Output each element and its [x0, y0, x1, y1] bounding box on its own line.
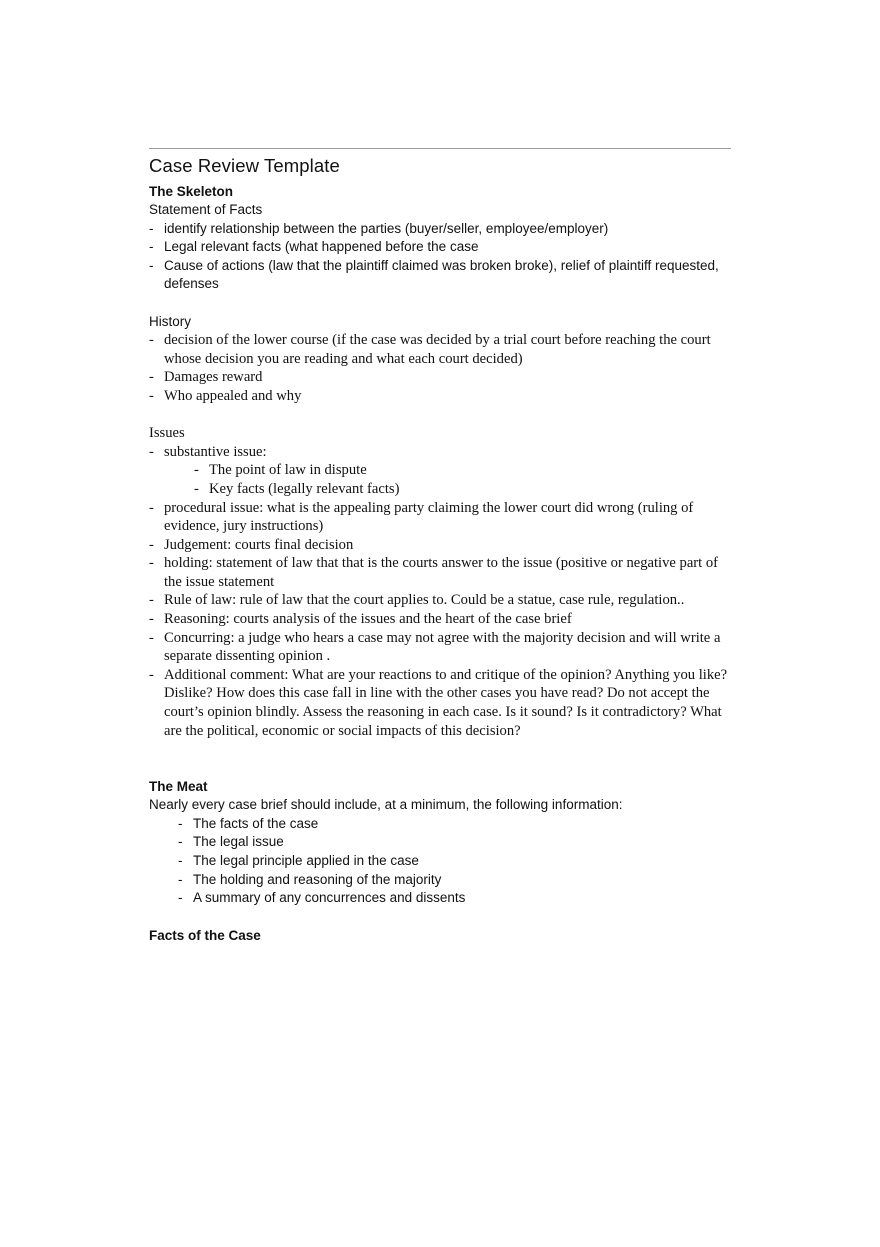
- statement-of-facts-list: [149, 220, 731, 294]
- list-item: - holding: statement of law that that is the courts answer to the issue (positive or negative part of the issue statement: [149, 554, 731, 591]
- top-divider: [149, 148, 731, 149]
- substantive-sub-list: [164, 461, 731, 498]
- list-item: - identify relationship between the parties (buyer/seller, employee/employer): [149, 220, 731, 239]
- sub-list-item: - Key facts (legally relevant facts): [194, 480, 731, 499]
- list-item: - Concurring: a judge who hears a case may not agree with the majority decision and will write a separate dissenting opinion .: [149, 629, 731, 666]
- meat-heading: The Meat: [149, 779, 208, 795]
- history-list: [149, 331, 731, 405]
- document-page: [149, 148, 731, 945]
- list-item: - The holding and reasoning of the majority: [178, 871, 731, 890]
- list-item: - Reasoning: courts analysis of the issues and the heart of the case brief: [149, 610, 731, 629]
- list-item: - decision of the lower course (if the case was decided by a trial court before reaching the court whose decision you are reading and what each court decided): [149, 331, 731, 368]
- list-item: - Additional comment: What are your reactions to and critique of the opinion? Anything you like? Dislike? How does this case fall in line with the other cases you have read? Do not accept the court’s opinion blindly. Assess the reasoning in each case. Is it sound? Is it contradictory? What are the political, economic or social impacts of this decision?: [149, 666, 731, 740]
- list-item: - A summary of any concurrences and dissents: [178, 889, 731, 908]
- list-item: - Judgement: courts final decision: [149, 536, 731, 555]
- issues-label: Issues: [149, 425, 185, 442]
- meat-section: [149, 777, 731, 908]
- list-item: - Damages reward: [149, 368, 731, 387]
- meat-list: [149, 815, 731, 908]
- list-item: - procedural issue: what is the appealing party claiming the lower court did wrong (ruling of evidence, jury instructions): [149, 499, 731, 536]
- substantive-issue-text: substantive issue:: [164, 443, 267, 460]
- statement-of-facts-label: Statement of Facts: [149, 202, 263, 217]
- list-item: - Rule of law: rule of law that the court applies to. Could be a statue, case rule, regulation..: [149, 591, 731, 610]
- spacer: [149, 406, 731, 425]
- spacer: [149, 294, 731, 313]
- history-label: History: [149, 313, 192, 329]
- spacer: [149, 908, 731, 927]
- list-item: - The legal principle applied in the case: [178, 852, 731, 871]
- list-item: - The legal issue: [178, 833, 731, 852]
- document-title: Case Review Template: [149, 155, 340, 176]
- sub-list-item: - The point of law in dispute: [194, 461, 731, 480]
- spacer: [149, 740, 731, 777]
- list-item: - Who appealed and why: [149, 387, 731, 406]
- skeleton-heading: The Skeleton: [149, 184, 234, 199]
- list-item-substantive: [149, 443, 731, 499]
- list-item: - Legal relevant facts (what happened before the case: [149, 238, 731, 257]
- facts-of-the-case-heading: Facts of the Case: [149, 928, 261, 944]
- issues-list: [149, 443, 731, 741]
- skeleton-section: [149, 182, 731, 740]
- list-item: - Cause of actions (law that the plaintiff claimed was broken broke), relief of plaintiff requested, defenses: [149, 257, 731, 294]
- meat-intro: Nearly every case brief should include, at a minimum, the following information:: [149, 797, 623, 813]
- list-item: - The facts of the case: [178, 815, 731, 834]
